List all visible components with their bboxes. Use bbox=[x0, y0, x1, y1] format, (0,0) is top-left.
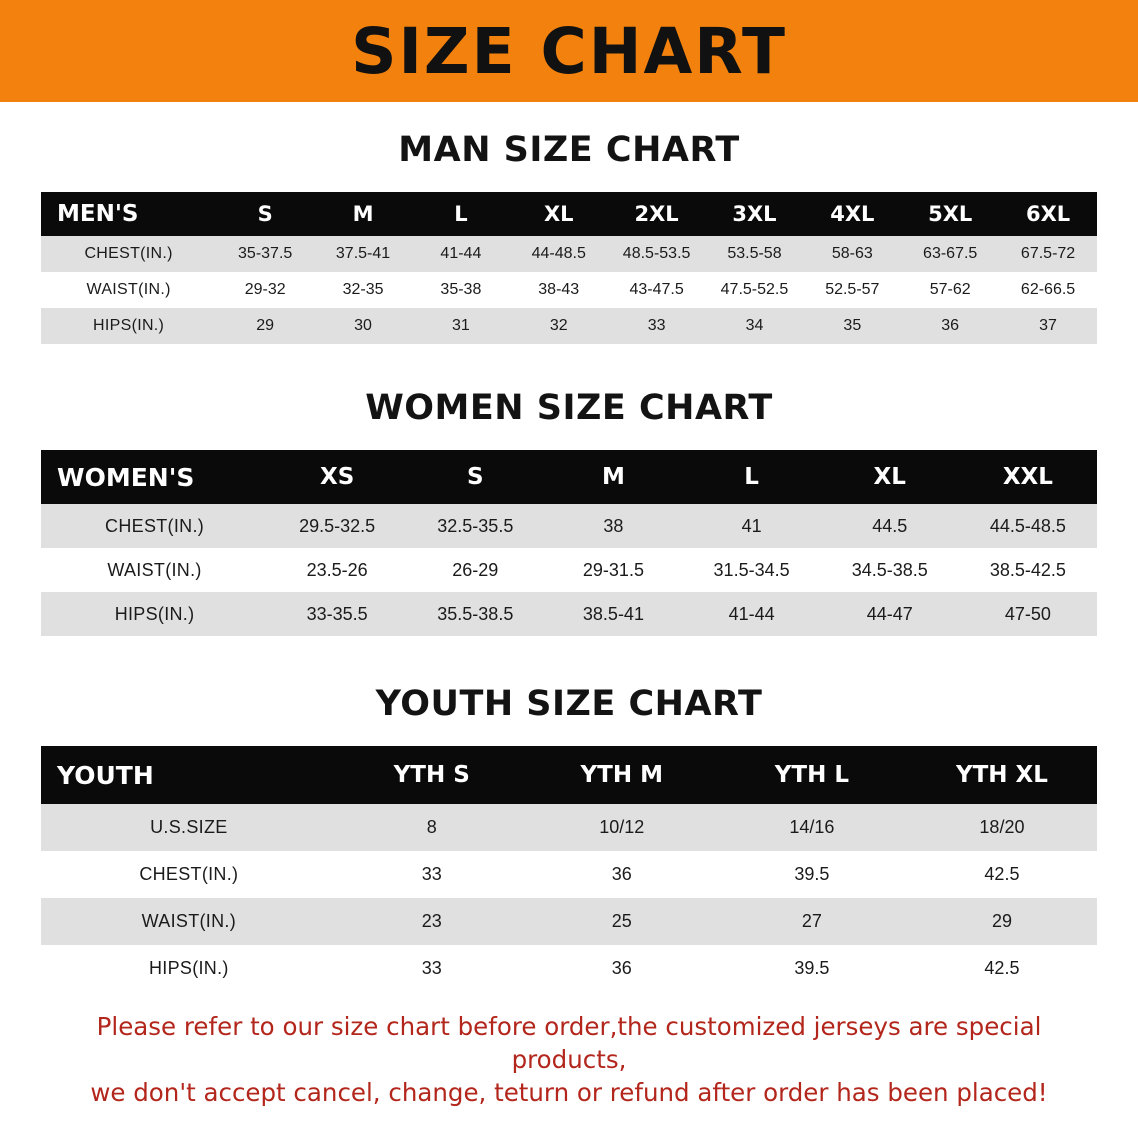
women-row-0-label: CHEST(IN.) bbox=[41, 504, 268, 548]
youth-corner-label: YOUTH bbox=[41, 746, 337, 804]
women-cell-1-4: 34.5-38.5 bbox=[821, 548, 959, 592]
youth-cell-1-2: 39.5 bbox=[717, 851, 907, 898]
man-table-head bbox=[41, 192, 1097, 236]
table-row bbox=[41, 548, 1097, 592]
man-row-2-label: HIPS(IN.) bbox=[41, 308, 216, 344]
man-section-title: MAN SIZE CHART bbox=[398, 130, 740, 170]
women-cell-0-1: 32.5-35.5 bbox=[406, 504, 544, 548]
man-cell-0-3: 44-48.5 bbox=[510, 236, 608, 272]
man-row-1-label: WAIST(IN.) bbox=[41, 272, 216, 308]
man-cell-2-2: 31 bbox=[412, 308, 510, 344]
man-col-2: L bbox=[412, 192, 510, 236]
table-row bbox=[41, 272, 1097, 308]
table-row bbox=[41, 804, 1097, 851]
man-cell-0-5: 53.5-58 bbox=[706, 236, 804, 272]
man-col-1: M bbox=[314, 192, 412, 236]
women-cell-0-4: 44.5 bbox=[821, 504, 959, 548]
man-cell-0-4: 48.5-53.5 bbox=[608, 236, 706, 272]
man-col-0: S bbox=[216, 192, 314, 236]
man-cell-1-4: 43-47.5 bbox=[608, 272, 706, 308]
policy-note bbox=[39, 1010, 1099, 1109]
policy-note-line-2: we don't accept cancel, change, teturn or refund after order has been placed! bbox=[90, 1078, 1048, 1108]
women-size-table bbox=[41, 450, 1097, 636]
table-row bbox=[41, 236, 1097, 272]
youth-table-wrapper bbox=[41, 746, 1097, 992]
youth-cell-3-2: 39.5 bbox=[717, 945, 907, 992]
man-cell-1-7: 57-62 bbox=[901, 272, 999, 308]
youth-cell-0-1: 10/12 bbox=[527, 804, 717, 851]
table-row bbox=[41, 592, 1097, 636]
women-col-4: XL bbox=[821, 450, 959, 504]
man-cell-0-6: 58-63 bbox=[803, 236, 901, 272]
man-cell-2-5: 34 bbox=[706, 308, 804, 344]
man-cell-2-3: 32 bbox=[510, 308, 608, 344]
women-cell-0-2: 38 bbox=[544, 504, 682, 548]
man-cell-0-7: 63-67.5 bbox=[901, 236, 999, 272]
women-cell-1-2: 29-31.5 bbox=[544, 548, 682, 592]
women-cell-1-1: 26-29 bbox=[406, 548, 544, 592]
man-cell-0-2: 41-44 bbox=[412, 236, 510, 272]
women-col-1: S bbox=[406, 450, 544, 504]
youth-table-head bbox=[41, 746, 1097, 804]
youth-section-title: YOUTH SIZE CHART bbox=[375, 684, 763, 724]
man-col-4: 2XL bbox=[608, 192, 706, 236]
women-cell-1-5: 38.5-42.5 bbox=[959, 548, 1097, 592]
policy-note-line-1: Please refer to our size chart before order,the customized jerseys are special products, bbox=[96, 1012, 1042, 1075]
table-row bbox=[41, 308, 1097, 344]
women-cell-2-2: 38.5-41 bbox=[544, 592, 682, 636]
women-cell-2-4: 44-47 bbox=[821, 592, 959, 636]
man-table-body bbox=[41, 236, 1097, 344]
youth-cell-0-2: 14/16 bbox=[717, 804, 907, 851]
women-table-body bbox=[41, 504, 1097, 636]
youth-row-3-label: HIPS(IN.) bbox=[41, 945, 337, 992]
women-header-row bbox=[41, 450, 1097, 504]
page-title: SIZE CHART bbox=[351, 14, 787, 88]
women-cell-1-0: 23.5-26 bbox=[268, 548, 406, 592]
man-cell-1-5: 47.5-52.5 bbox=[706, 272, 804, 308]
youth-size-table bbox=[41, 746, 1097, 992]
man-cell-2-6: 35 bbox=[803, 308, 901, 344]
page-banner bbox=[0, 0, 1138, 102]
women-cell-2-0: 33-35.5 bbox=[268, 592, 406, 636]
youth-cell-3-0: 33 bbox=[337, 945, 527, 992]
women-cell-2-3: 41-44 bbox=[683, 592, 821, 636]
man-cell-1-2: 35-38 bbox=[412, 272, 510, 308]
youth-cell-2-3: 29 bbox=[907, 898, 1097, 945]
youth-table-body bbox=[41, 804, 1097, 992]
women-corner-label: WOMEN'S bbox=[41, 450, 268, 504]
women-cell-1-3: 31.5-34.5 bbox=[683, 548, 821, 592]
women-cell-0-5: 44.5-48.5 bbox=[959, 504, 1097, 548]
man-cell-2-7: 36 bbox=[901, 308, 999, 344]
youth-cell-2-1: 25 bbox=[527, 898, 717, 945]
women-col-5: XXL bbox=[959, 450, 1097, 504]
man-header-row bbox=[41, 192, 1097, 236]
youth-col-0: YTH S bbox=[337, 746, 527, 804]
man-cell-1-8: 62-66.5 bbox=[999, 272, 1097, 308]
youth-col-3: YTH XL bbox=[907, 746, 1097, 804]
women-row-2-label: HIPS(IN.) bbox=[41, 592, 268, 636]
man-cell-2-1: 30 bbox=[314, 308, 412, 344]
youth-row-0-label: U.S.SIZE bbox=[41, 804, 337, 851]
table-row bbox=[41, 851, 1097, 898]
women-col-3: L bbox=[683, 450, 821, 504]
man-col-6: 4XL bbox=[803, 192, 901, 236]
women-cell-0-3: 41 bbox=[683, 504, 821, 548]
youth-col-2: YTH L bbox=[717, 746, 907, 804]
women-table-wrapper bbox=[41, 450, 1097, 636]
man-col-7: 5XL bbox=[901, 192, 999, 236]
youth-row-2-label: WAIST(IN.) bbox=[41, 898, 337, 945]
man-col-3: XL bbox=[510, 192, 608, 236]
women-cell-0-0: 29.5-32.5 bbox=[268, 504, 406, 548]
man-cell-1-1: 32-35 bbox=[314, 272, 412, 308]
man-row-0-label: CHEST(IN.) bbox=[41, 236, 216, 272]
youth-cell-3-1: 36 bbox=[527, 945, 717, 992]
youth-cell-2-0: 23 bbox=[337, 898, 527, 945]
youth-cell-2-2: 27 bbox=[717, 898, 907, 945]
man-size-table bbox=[41, 192, 1097, 344]
man-cell-2-8: 37 bbox=[999, 308, 1097, 344]
youth-col-1: YTH M bbox=[527, 746, 717, 804]
women-row-1-label: WAIST(IN.) bbox=[41, 548, 268, 592]
youth-cell-0-3: 18/20 bbox=[907, 804, 1097, 851]
man-cell-2-4: 33 bbox=[608, 308, 706, 344]
youth-cell-3-3: 42.5 bbox=[907, 945, 1097, 992]
man-cell-1-3: 38-43 bbox=[510, 272, 608, 308]
youth-row-1-label: CHEST(IN.) bbox=[41, 851, 337, 898]
youth-cell-1-1: 36 bbox=[527, 851, 717, 898]
women-cell-2-1: 35.5-38.5 bbox=[406, 592, 544, 636]
man-table-wrapper bbox=[41, 192, 1097, 344]
man-corner-label: MEN'S bbox=[41, 192, 216, 236]
man-cell-0-1: 37.5-41 bbox=[314, 236, 412, 272]
man-cell-0-0: 35-37.5 bbox=[216, 236, 314, 272]
table-row bbox=[41, 898, 1097, 945]
man-cell-0-8: 67.5-72 bbox=[999, 236, 1097, 272]
youth-header-row bbox=[41, 746, 1097, 804]
women-section-title: WOMEN SIZE CHART bbox=[365, 388, 773, 428]
man-cell-2-0: 29 bbox=[216, 308, 314, 344]
youth-cell-1-3: 42.5 bbox=[907, 851, 1097, 898]
man-cell-1-0: 29-32 bbox=[216, 272, 314, 308]
women-col-2: M bbox=[544, 450, 682, 504]
man-cell-1-6: 52.5-57 bbox=[803, 272, 901, 308]
table-row bbox=[41, 504, 1097, 548]
table-row bbox=[41, 945, 1097, 992]
women-cell-2-5: 47-50 bbox=[959, 592, 1097, 636]
youth-cell-1-0: 33 bbox=[337, 851, 527, 898]
women-col-0: XS bbox=[268, 450, 406, 504]
women-table-head bbox=[41, 450, 1097, 504]
youth-cell-0-0: 8 bbox=[337, 804, 527, 851]
man-col-5: 3XL bbox=[706, 192, 804, 236]
man-col-8: 6XL bbox=[999, 192, 1097, 236]
